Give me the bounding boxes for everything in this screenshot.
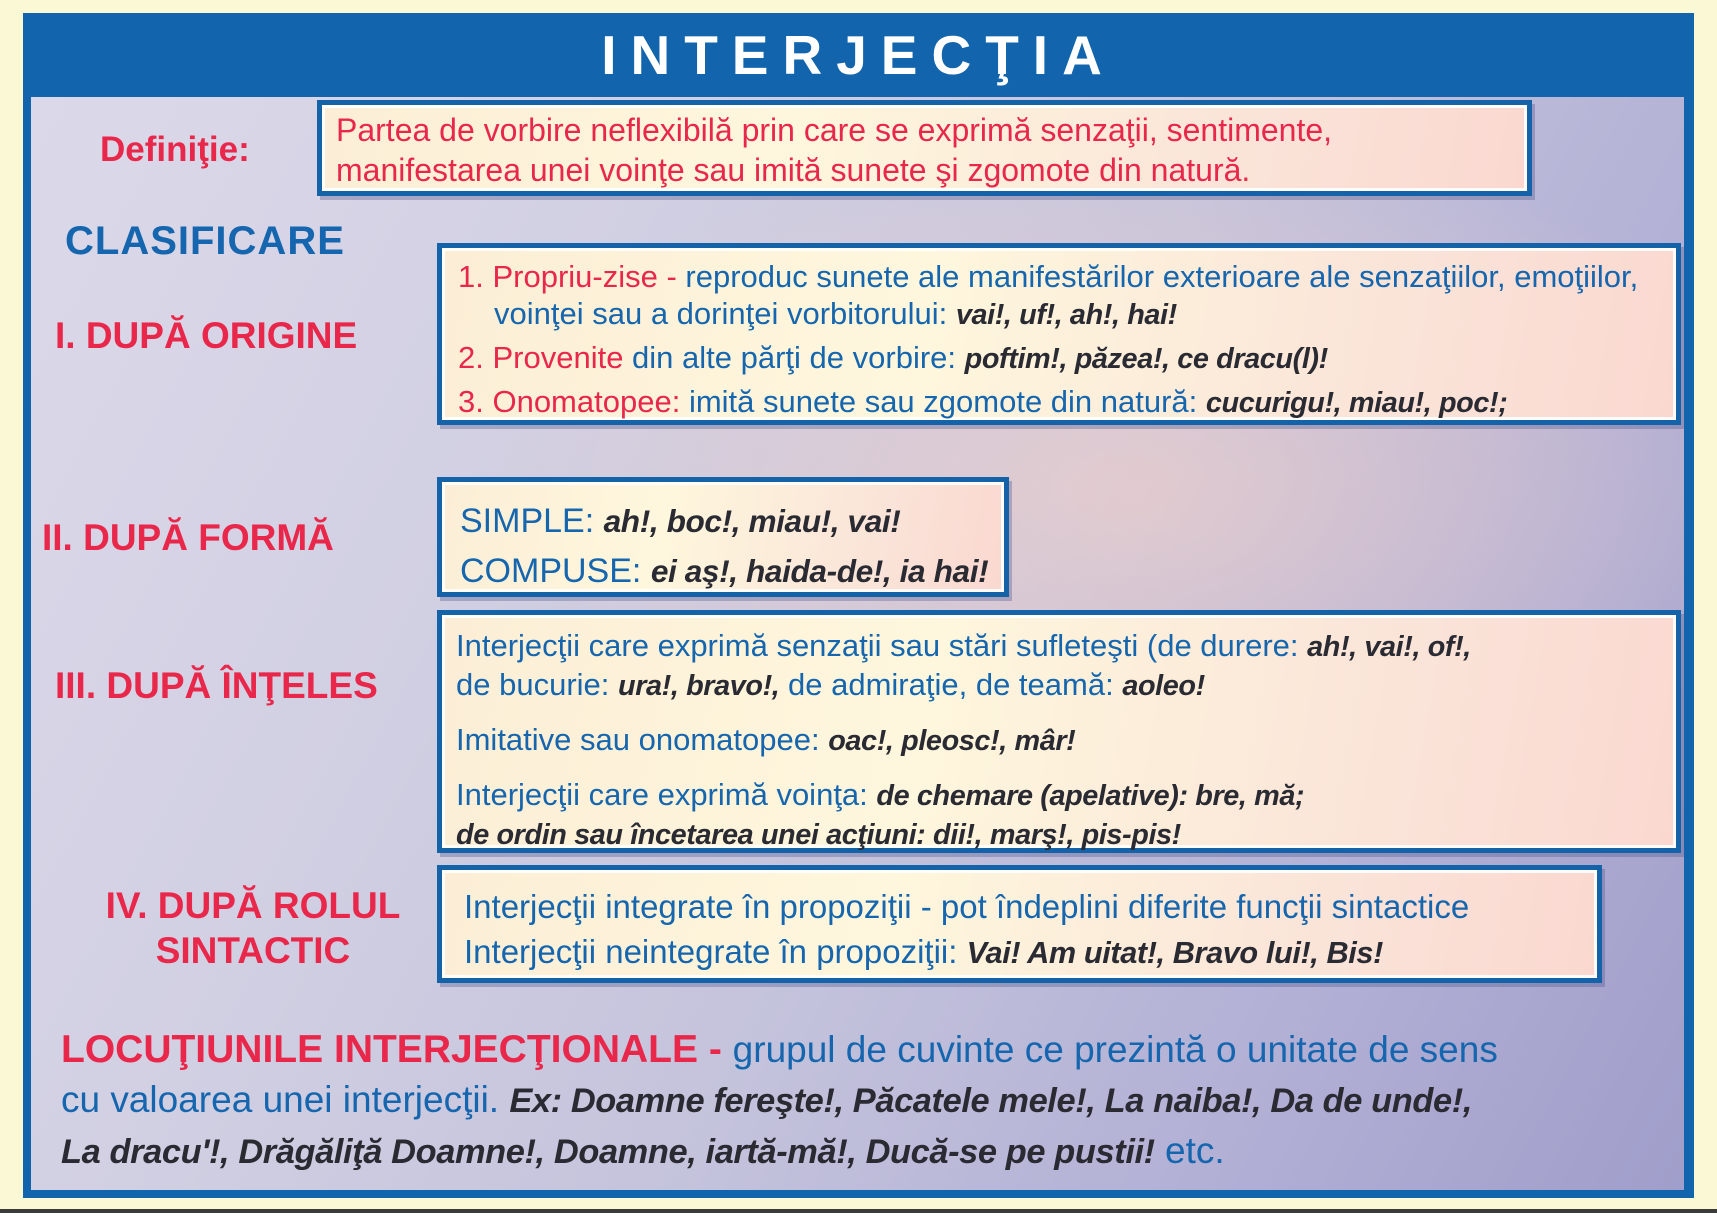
title-bar (23, 13, 1694, 97)
rolul-l2-statement: Interjecţii neintegrate în propoziţii: (464, 933, 967, 970)
origin-item-3-number: 3. Onomatopee: (458, 384, 689, 419)
locutiuni-l2-statement: cu valoarea unei interjecţii. (61, 1079, 510, 1120)
rolul-line-2 (464, 929, 1591, 975)
origin-item-2 (458, 339, 1670, 378)
inteles-l2-examples-b: aoleo! (1122, 670, 1205, 702)
inteles-line-3 (456, 721, 1670, 760)
forma-row-simple (460, 496, 998, 546)
forma-simple-examples: ah!, boc!, miau!, vai! (603, 503, 901, 539)
definition-label: Definiţie: (100, 130, 250, 169)
origin-item-3-examples: cucurigu!, miau!, poc!; (1205, 387, 1508, 419)
forma-simple-label: SIMPLE: (460, 502, 604, 540)
poster-frame (23, 13, 1694, 1198)
inteles-line-5 (456, 815, 1670, 854)
inteles-l2-examples-a: ura!, bravo!, (618, 670, 780, 702)
inteles-l4-examples: de chemare (apelative): bre, mă; (876, 780, 1305, 812)
section-heading-origin: I. DUPĂ ORIGINE (55, 315, 358, 356)
definition-box (317, 100, 1532, 196)
origin-item-3-desc: imită sunete sau zgomote din natură: (688, 384, 1206, 419)
inteles-l2-statement-b: de admiraţie, de teamă: (779, 667, 1123, 702)
origin-item-1 (458, 258, 1670, 334)
inteles-l3-examples: oac!, pleosc!, mâr! (828, 725, 1076, 757)
forma-box (437, 477, 1009, 597)
inteles-l2-statement-a: de bucurie: (456, 667, 618, 702)
locutiuni-l1-statement: grupul de cuvinte ce prezintă o unitate de sens (732, 1029, 1498, 1070)
classification-heading: CLASIFICARE (65, 219, 345, 263)
rolul-box (437, 865, 1602, 983)
rolul-l2-examples: Vai! Am uitat!, Bravo lui!, Bis! (966, 935, 1383, 970)
forma-compuse-label: COMPUSE: (460, 552, 651, 590)
inteles-l5-examples: de ordin sau încetarea unei acţiuni: dii!, marş!, pis-pis! (456, 819, 1181, 851)
rolul-l1-statement: Interjecţii integrate în propoziţii - pot îndeplini diferite funcţii sintactice (464, 888, 1470, 925)
origin-box (437, 243, 1681, 425)
inteles-line-2 (456, 666, 1670, 705)
origin-item-2-desc: din alte părţi de vorbire: (632, 340, 965, 375)
page-title: INTERJECŢIA (601, 24, 1116, 86)
rolul-heading-line-2: SINTACTIC (155, 930, 351, 971)
origin-item-1-number: 1. Propriu-zise - (458, 259, 686, 294)
origin-item-1-desc: reproduc sunete ale manifestărilor exterioare ale senzaţiilor, emoţiilor, voinţei sau a dorinţei vorbitorului: (494, 259, 1639, 331)
definition-line-1: Partea de vorbire neflexibilă prin care se exprimă senzaţii, sentimente, (336, 112, 1333, 148)
inteles-l4-statement: Interjecţii care exprimă voinţa: (456, 777, 877, 812)
rolul-line-1 (464, 884, 1591, 929)
rolul-heading-line-1: IV. DUPĂ ROLUL (105, 885, 401, 926)
inteles-box (437, 610, 1681, 853)
origin-item-1-examples: vai!, uf!, ah!, hai! (955, 299, 1177, 331)
locutiuni-line-3 (61, 1126, 1671, 1177)
definition-line-2: manifestarea unei voinţe sau imită sunete şi zgomote din natură. (336, 152, 1251, 188)
forma-compuse-examples: ei aş!, haida-de!, ia hai! (650, 553, 989, 589)
forma-row-compuse (460, 546, 998, 596)
locutiuni-l3-etc: etc. (1154, 1130, 1225, 1171)
origin-item-2-number: 2. Provenite (458, 340, 633, 375)
locutiuni-l2-examples: Ex: Doamne fereşte!, Păcatele mele!, La naiba!, Da de unde!, (509, 1082, 1472, 1120)
locutiuni-l3-examples: La dracu'!, Drăgăliţă Doamne!, Doamne, iartă-mă!, Ducă-se pe pustii! (61, 1133, 1155, 1171)
inteles-line-1 (456, 627, 1670, 666)
locutiuni-title: LOCUŢIUNILE INTERJECŢIONALE - (61, 1028, 733, 1071)
inteles-l1-statement: Interjecţii care exprimă senzaţii sau stări sufleteşti (de durere: (456, 628, 1308, 663)
section-heading-inteles: III. DUPĂ ÎNŢELES (55, 665, 378, 706)
locutiuni-line-1 (61, 1025, 1671, 1075)
inteles-l3-statement: Imitative sau onomatopee: (456, 722, 829, 757)
inteles-l1-examples: ah!, vai!, of!, (1307, 631, 1471, 663)
origin-item-2-examples: poftim!, păzea!, ce dracu(l)! (964, 343, 1328, 375)
section-heading-forma: II. DUPĂ FORMĂ (42, 517, 334, 558)
poster-body (31, 97, 1684, 1190)
section-heading-rolul (60, 883, 446, 973)
bottom-scan-edge-white (0, 1213, 1717, 1220)
locutiuni-line-2 (61, 1075, 1671, 1126)
locutiuni-section (61, 1025, 1671, 1177)
origin-item-3 (458, 383, 1670, 422)
inteles-line-4 (456, 776, 1670, 815)
